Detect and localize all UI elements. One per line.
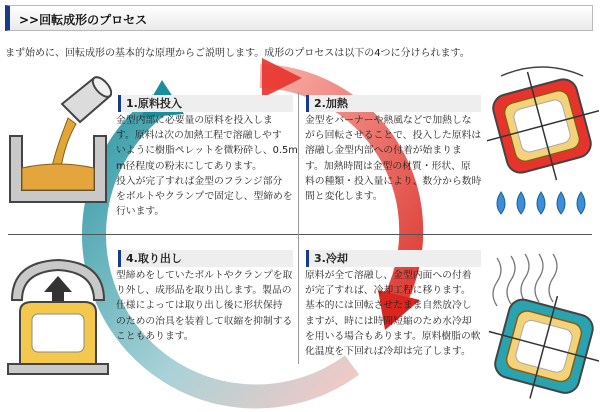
intro-text: まず始めに、回転成形の基本的な原理からご説明します。成形のプロセスは以下の4つに分けられます。 — [5, 48, 470, 59]
rotating-mold-icon — [487, 281, 599, 400]
mold-base-icon — [8, 364, 108, 374]
cooling-airflow-icon — [493, 254, 557, 306]
heating-illustration — [487, 64, 599, 224]
horizontal-divider — [8, 234, 592, 235]
cooling-illustration — [487, 250, 599, 400]
step-4-title: 4.取り出し — [118, 250, 293, 267]
vertical-divider — [298, 92, 299, 364]
rotating-mold-icon — [487, 64, 599, 195]
demolding-illustration — [2, 252, 114, 382]
step-2-text: 金型をバーナーや熱風などで加熱しな がら回転させることで、投入した原料は 溶融し金型内部への付着が始まりま す。加熱時間は金型の材質・形状、原 料の種類・投入量により、数分から数時 間と変化します。 — [305, 115, 482, 203]
material-loading-illustration — [2, 64, 112, 214]
step-2-title: 2.加熱 — [306, 95, 481, 112]
section-title: >>回転成形のプロセス — [19, 13, 148, 27]
step-3-text: 原料が全て溶融し、金型内面への付着 が完了すれば、冷却工程に移ります。 基本的には回転させたまま自然放冷し ますが、時には時間短縮のため水冷却 を用いる場合もあります。原料樹脂の軟 化温度を下回れば冷却は完了します。 — [305, 270, 481, 358]
step-1-title: 1.原料投入 — [118, 95, 293, 112]
molded-product-icon — [20, 302, 96, 364]
step-1-text: 金型内部に必要量の原料を投入しま す。原料は次の加熱工程で溶融しやす いように樹脂ペレットを微粉砕し、0.5m m径程度の粉末にしてあります。 投入が完了すれば金型のフランジ部分 をボルトやクランプで固定し、型締めを 行います。 — [116, 115, 298, 218]
step-4-text: 型締めをしていたボルトやクランプを取 り外し、成形品を取り出します。製品の 仕様によっては取り出し後に形状保持 のための治具を装着して収縮を抑制する こともあります。 — [116, 270, 293, 342]
step-3-title: 3.冷却 — [306, 250, 481, 267]
burner-flame-icon — [497, 192, 585, 214]
rotation-arrow-icon — [501, 67, 583, 76]
pouring-cup-icon — [62, 74, 112, 122]
